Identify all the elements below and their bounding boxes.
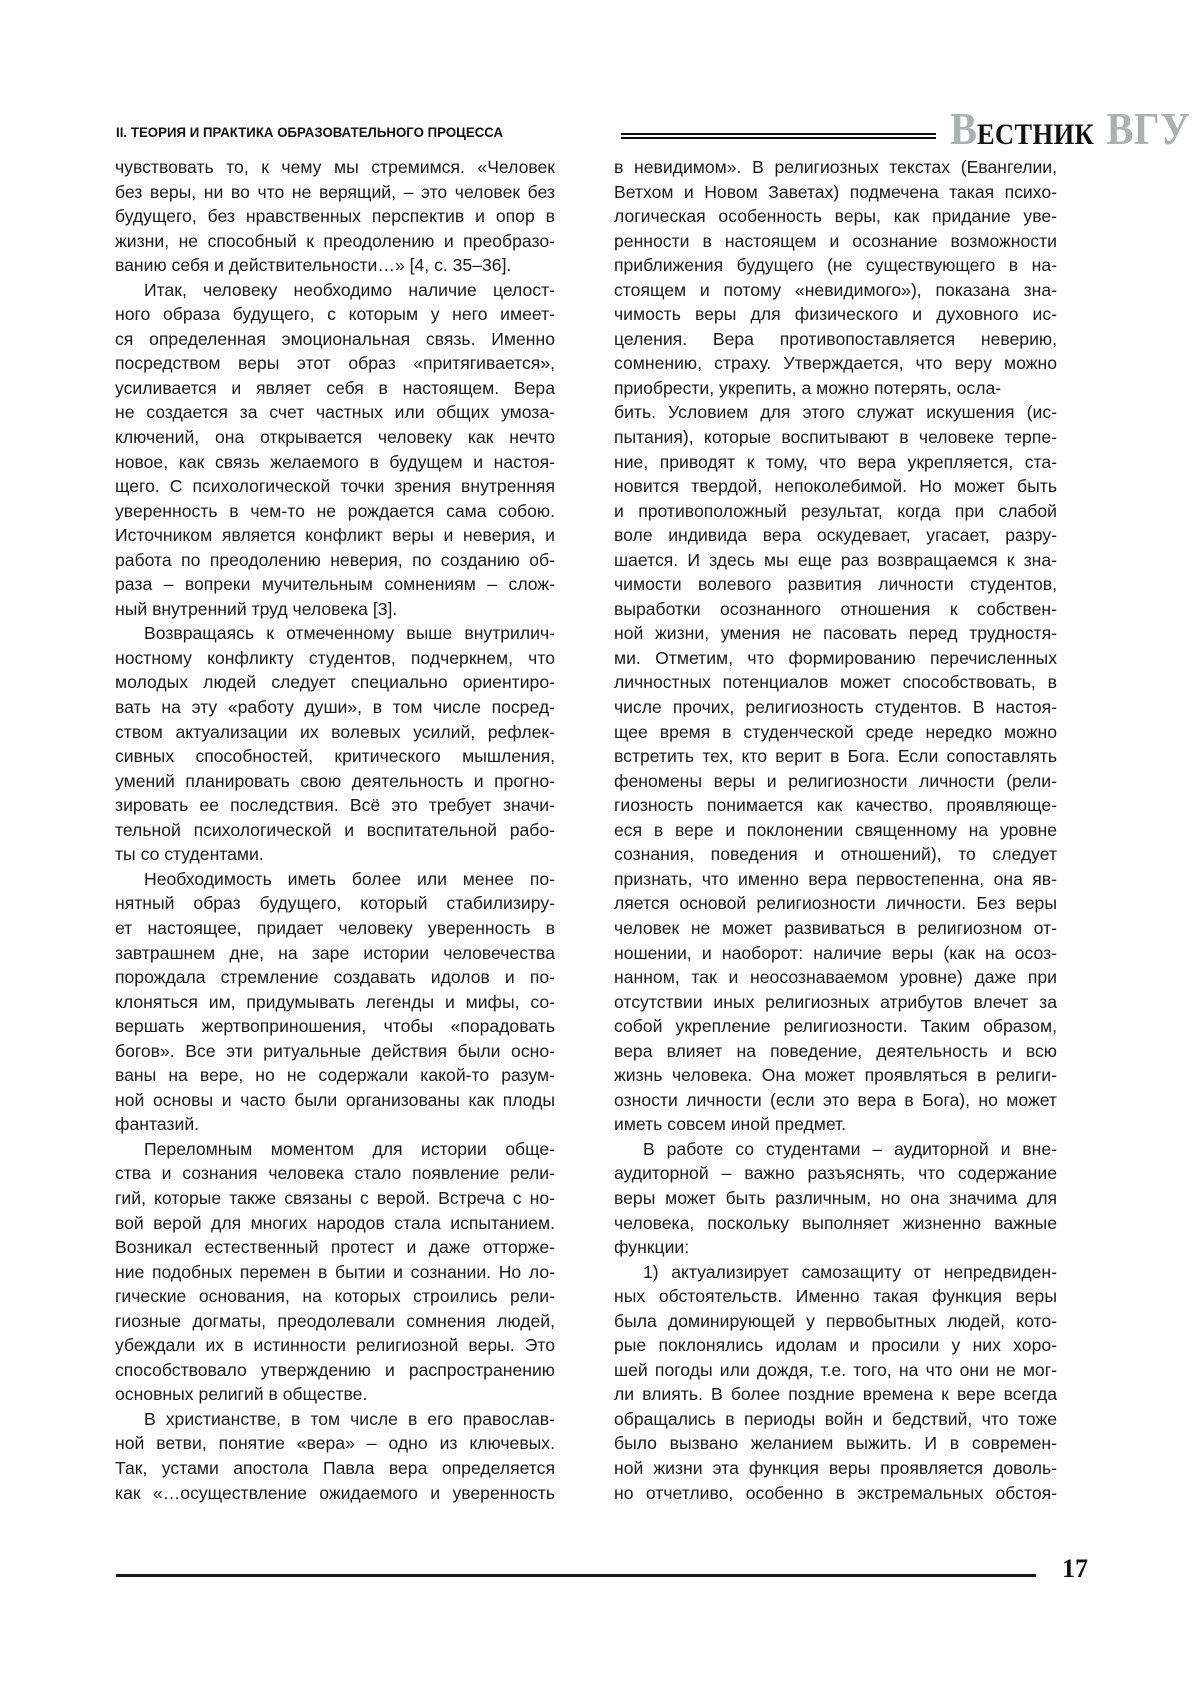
- text-line: приближения будущего (не существующего в на-: [614, 255, 1057, 276]
- text-line: целения. Вера противопоставляется неверию,: [614, 328, 1057, 349]
- text-line: стоящем и потому «невидимого»), показана зна-: [614, 279, 1057, 300]
- text-line: Ветхом и Новом Заветах) подмечена такая психо-: [614, 181, 1057, 202]
- text-line: чувствовать то, к чему мы стремимся. «Человек: [115, 157, 555, 177]
- text-line: в невидимом». В религиозных текстах (Евангелии,: [614, 157, 1057, 177]
- text-line: усиливается и являет себя в настоящем. Вера: [115, 377, 555, 398]
- text-line: молодых людей следует специально ориентиро-: [115, 672, 555, 693]
- text-line: сивных способностей, критического мышления,: [115, 746, 555, 767]
- journal-logo-capital: В: [950, 103, 978, 154]
- text-line: ванию себя и действительности…» [4, с. 35–36].: [115, 255, 512, 276]
- text-line: обращались в периоды войн и бедствий, что тоже: [614, 1408, 1057, 1429]
- text-line: ние подобных перемен в бытии и сознании. Но ло-: [115, 1261, 555, 1282]
- text-line: ет настоящее, придает человеку уверенность в: [115, 917, 555, 938]
- text-line: пытания), которые воспитывают в человеке терпе-: [614, 427, 1057, 448]
- journal-logo: [950, 102, 1190, 155]
- text-line: щего. С психологической точки зрения внутренняя: [115, 476, 555, 497]
- text-line: и противоположный результат, когда при слабой: [614, 500, 1057, 521]
- text-line: иметь совсем иной предмет.: [614, 1114, 847, 1135]
- text-line: отсутствии иных религиозных атрибутов влечет за: [614, 991, 1057, 1012]
- text-line: ми. Отметим, что формированию перечисленных: [614, 647, 1057, 668]
- text-line: ства и сознания человека стало появление рели-: [115, 1163, 555, 1184]
- right-text-column: [614, 155, 1057, 1505]
- text-line: как «…осуществление ожидаемого и уверенность: [115, 1482, 555, 1503]
- text-line: клоняться им, придумывать легенды и мифы, со-: [115, 991, 555, 1012]
- text-line: новое, как связь желаемого в будущем и настоя-: [115, 451, 555, 472]
- text-line: сознания, поведения и отношений), то следует: [614, 844, 1057, 865]
- text-line: Переломным моментом для истории обще-: [144, 1138, 555, 1159]
- text-line: фантазий.: [115, 1114, 200, 1135]
- text-line: человека, поскольку выполняет жизненно важные: [614, 1212, 1057, 1233]
- text-line: чимости волевого развития личности студентов,: [614, 574, 1057, 595]
- text-line: функции:: [614, 1237, 690, 1258]
- text-line: Итак, человеку необходимо наличие целост-: [144, 279, 555, 300]
- text-line: Источником является конфликт веры и неверия, и: [115, 525, 555, 546]
- text-line: ной жизни, умения не пасовать перед трудностя-: [614, 623, 1057, 644]
- text-line: ние, приводят к тому, что вера укрепляется, ста-: [614, 451, 1057, 472]
- text-line: рые поклонялись идолам и просили у них хоро-: [614, 1335, 1057, 1356]
- text-line: шается. И здесь мы еще раз возвращаемся к зна-: [614, 549, 1057, 570]
- text-line: ключений, она открывается человеку как нечто: [115, 427, 555, 448]
- text-line: ношении, и наоборот: наличие веры (как на осоз-: [614, 942, 1057, 963]
- text-line: гиозность понимается как качество, проявляюще-: [614, 795, 1057, 816]
- text-line: тельной психологической и воспитательной рабо-: [115, 819, 555, 840]
- footer-rule: [116, 1574, 1036, 1577]
- section-title: II. ТЕОРИЯ И ПРАКТИКА ОБРАЗОВАТЕЛЬНОГО ПРОЦЕССА: [116, 125, 504, 141]
- text-line: ляется основой религиозности личности. Без веры: [614, 893, 1057, 914]
- text-line: гий, которые также связаны с верой. Встреча с но-: [115, 1187, 555, 1208]
- text-line: основных религий в обществе.: [115, 1384, 368, 1405]
- text-line: вершать жертвоприношения, чтобы «порадовать: [115, 1016, 555, 1037]
- text-line: ся определенная эмоциональная связь. Именно: [115, 328, 555, 349]
- text-line: нятный образ будущего, который стабилизиру-: [115, 893, 555, 914]
- text-line: ностному конфликту студентов, подчеркнем, что: [115, 647, 555, 668]
- text-line: шей погоды или дождя, т.е. того, на что они не мог-: [614, 1359, 1057, 1380]
- text-line: богов». Все эти ритуальные действия были осно-: [115, 1040, 555, 1061]
- header-double-rule: [621, 133, 936, 143]
- text-line: 1) актуализирует самозащиту от непредвиден-: [643, 1261, 1057, 1282]
- text-line: завтрашнем дне, на заре истории человечества: [115, 942, 555, 963]
- text-line: ли влиять. В более поздние времена к вере всегда: [614, 1384, 1057, 1405]
- text-line: ством актуализации их волевых усилий, рефлек-: [115, 721, 555, 742]
- text-line: ной жизни эта функция веры проявляется доволь-: [614, 1457, 1057, 1478]
- text-line: но отчетливо, особенно в экстремальных обстоя-: [614, 1482, 1057, 1503]
- text-line: ной ветви, понятие «вера» – одно из ключевых.: [115, 1433, 555, 1454]
- text-line: умений планировать свою деятельность и прогно-: [115, 770, 555, 791]
- text-line: жизнь человека. Она может проявляться в религи-: [614, 1065, 1057, 1086]
- text-line: щее время в студенческой среде нередко можно: [614, 721, 1057, 742]
- text-line: работа по преодолению неверия, по созданию об-: [115, 549, 555, 570]
- text-line: чимость веры для физического и духовного ис-: [614, 304, 1057, 325]
- text-line: ного образа будущего, с которым у него имеет-: [115, 304, 555, 325]
- journal-logo-vgu: ВГУ: [1106, 103, 1191, 154]
- text-line: без веры, ни во что не верящий, – это человек без: [115, 181, 555, 202]
- text-line: личностных потенциалов может способствовать, в: [614, 672, 1057, 693]
- text-line: веры может быть различным, но она значима для: [614, 1187, 1057, 1208]
- text-line: гические основания, на которых строились рели-: [115, 1286, 555, 1307]
- text-line: сомнению, страху. Утверждается, что веру можно: [614, 353, 1057, 374]
- text-line: озности личности (если это вера в Бога), но может: [614, 1089, 1057, 1110]
- text-line: Так, устами апостола Павла вера определяется: [115, 1457, 555, 1478]
- text-line: аудиторной – важно разъяснять, что содержание: [614, 1163, 1057, 1184]
- text-line: вать на эту «работу души», в том числе посред-: [115, 697, 555, 718]
- text-line: ты со студентами.: [115, 844, 264, 865]
- text-line: ваны на вере, но не содержали какой-то разум-: [115, 1065, 555, 1086]
- text-line: порождала стремление создавать идолов и по-: [115, 967, 555, 988]
- text-line: человек не может развиваться в религиозном от-: [614, 917, 1057, 938]
- text-line: собой укрепление религиозности. Таким образом,: [614, 1016, 1057, 1037]
- text-line: гиозные догматы, преодолевали сомнения людей,: [115, 1310, 555, 1331]
- text-line: было вызвано желанием выжить. И в современ-: [614, 1433, 1057, 1454]
- text-line: признать, что именно вера первостепенна, она яв-: [614, 868, 1057, 889]
- text-line: приобрести, укрепить, а можно потерять, осла-: [614, 377, 1002, 398]
- text-line: вера влияет на поведение, деятельность и всю: [614, 1040, 1057, 1061]
- text-line: выработки осознанного отношения к собствен-: [614, 598, 1057, 619]
- text-line: В работе со студентами – аудиторной и вне-: [643, 1138, 1057, 1159]
- page-number: 17: [1062, 1554, 1088, 1583]
- text-line: вой верой для многих народов стала испытанием.: [115, 1212, 555, 1233]
- text-line: ной основы и часто были организованы как плоды: [115, 1089, 555, 1110]
- text-line: убеждали их в истинности религиозной веры. Это: [115, 1335, 555, 1356]
- text-line: Возникал естественный протест и даже отторже-: [115, 1237, 555, 1258]
- text-line: ный внутренний труд человека [3].: [115, 598, 398, 619]
- text-line: феномены веры и религиозности личности (рели-: [614, 770, 1057, 791]
- text-line: Возвращаясь к отмеченному выше внутрилич-: [144, 623, 555, 644]
- text-line: еся в вере и поклонении священному на уровне: [614, 819, 1057, 840]
- text-line: не создается за счет частных или общих умоза-: [115, 402, 555, 423]
- text-line: Необходимость иметь более или менее по-: [144, 868, 555, 889]
- text-line: воле индивида вера оскудевает, угасает, разру-: [614, 525, 1057, 546]
- text-line: бить. Условием для этого служат искушения (ис-: [614, 402, 1057, 423]
- text-line: числе прочих, религиозность студентов. В настоя-: [614, 697, 1057, 718]
- journal-logo-name: ЕСТНИК: [977, 118, 1095, 151]
- text-line: В христианстве, в том числе в его православ-: [144, 1408, 555, 1429]
- text-line: новится твердой, непоколебимой. Но может быть: [614, 476, 1057, 497]
- left-text-column: [115, 155, 555, 1505]
- text-line: будущего, без нравственных перспектив и опор в: [115, 206, 555, 227]
- text-line: жизни, не способный к преодолению и преобразо-: [115, 230, 555, 251]
- text-line: встретить тех, кто верит в Бога. Если сопоставлять: [614, 746, 1057, 767]
- text-line: раза – вопреки мучительным сомнениям – слож-: [115, 574, 555, 595]
- text-line: способствовало утверждению и распространению: [115, 1359, 555, 1380]
- text-line: логическая особенность веры, как придание уве-: [614, 206, 1057, 227]
- text-line: была доминирующей у первобытных людей, кото-: [614, 1310, 1057, 1331]
- text-line: нанном, так и неосознаваемом уровне) даже при: [614, 967, 1057, 988]
- text-line: ренности в настоящем и осознание возможности: [614, 230, 1057, 251]
- text-line: уверенность в чем-то не рождается сама собою.: [115, 500, 555, 521]
- text-line: посредством веры этот образ «притягивается»,: [115, 353, 555, 374]
- text-line: ных обстоятельств. Именно такая функция веры: [614, 1286, 1057, 1307]
- text-line: зировать ее последствия. Всё это требует значи-: [115, 795, 555, 816]
- running-header: [116, 103, 1191, 154]
